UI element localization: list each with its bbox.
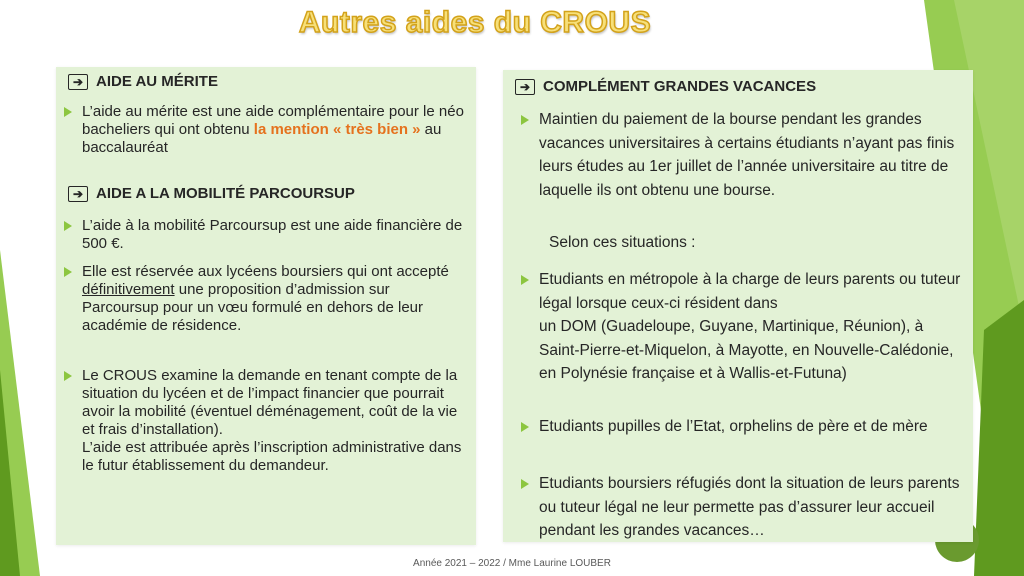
bullet-mobilite-2 [56, 263, 456, 335]
section-heading-merite [68, 73, 218, 90]
triangle-bullet-icon [64, 221, 72, 231]
bullet-mobilite-3 [56, 367, 468, 475]
triangle-bullet-icon [64, 267, 72, 277]
arrow-right-box-icon: ➔ [515, 79, 535, 95]
right-panel [503, 70, 973, 542]
bullet-merite [56, 103, 466, 157]
bullet-text: Etudiants en métropole à la charge de leurs parents ou tuteur légal lorsque ceux-ci résident dans [539, 271, 961, 312]
bullet-text: une proposition d’admission sur Parcoursup pour un vœu formulé en dehors de leur académie de résidence. [82, 281, 424, 334]
section-heading-mobilite [68, 185, 355, 202]
triangle-bullet-icon [521, 479, 529, 489]
heading-text: COMPLÉMENT GRANDES VACANCES [543, 78, 817, 95]
green-decoration-left [0, 250, 50, 576]
bullet-text: Elle est réservée aux lycéens boursiers qui ont accepté [82, 263, 449, 280]
bullet-vacances-2 [513, 268, 968, 386]
bullet-text: un DOM (Guadeloupe, Guyane, Martinique, Réunion), à Saint-Pierre-et-Miquelon, à Mayotte, en Nouvelle-Calédonie, en Polynésie française et à Wallis-et-Futuna) [539, 318, 954, 382]
bullet-text: L’aide à la mobilité Parcoursup est une aide financière de 500 €. [82, 217, 463, 252]
triangle-bullet-icon [521, 115, 529, 125]
triangle-bullet-icon [64, 371, 72, 381]
arrow-right-box-icon: ➔ [68, 74, 88, 90]
bullet-text: Etudiants boursiers réfugiés dont la situation de leurs parents ou tuteur légal ne leur permette pas d’assurer leur accueil pendant les grandes vacances… [539, 475, 960, 539]
triangle-bullet-icon [521, 422, 529, 432]
bullet-text: Maintien du paiement de la bourse pendant les grandes vacances universitaires à certains étudiants n’ayant pas finis leurs études au 1er juillet de l’année universitaire au titre de laquelle ils ont obtenu une bourse. [539, 111, 955, 199]
bullet-text: au baccalauréat [82, 121, 442, 156]
arrow-right-box-icon: ➔ [68, 186, 88, 202]
bullet-text: L’aide au mérite est une aide complémentaire pour le néo bacheliers qui ont obtenu [82, 103, 464, 138]
bullet-text: L’aide est attribuée après l’inscription administrative dans le futur établissement du demandeur. [82, 439, 462, 474]
underlined-word: définitivement [82, 281, 175, 298]
section-heading-vacances [515, 78, 816, 95]
heading-text: AIDE A LA MOBILITÉ PARCOURSUP [96, 185, 355, 202]
left-panel [56, 67, 476, 545]
bullet-vacances-1 [513, 108, 968, 202]
bullet-text: Etudiants pupilles de l’Etat, orphelins de père et de mère [539, 418, 928, 435]
bullet-text: Le CROUS examine la demande en tenant compte de la situation du lycéen et de l’impact financier que pourrait avoir la mobilité (éventuel déménagement, coût de la vie et frais d’installation). [82, 367, 458, 438]
situations-label: Selon ces situations : [549, 234, 696, 251]
bullet-vacances-4 [513, 472, 968, 543]
heading-text: AIDE AU MÉRITE [96, 73, 218, 90]
triangle-bullet-icon [521, 275, 529, 285]
footer-text: Année 2021 – 2022 / Mme Laurine LOUBER [413, 558, 611, 569]
highlight-mention: la mention « très bien » [253, 121, 421, 138]
bullet-mobilite-1 [56, 217, 466, 253]
slide-title: Autres aides du CROUS [298, 6, 652, 39]
triangle-bullet-icon [64, 107, 72, 117]
bullet-vacances-3 [513, 415, 968, 439]
